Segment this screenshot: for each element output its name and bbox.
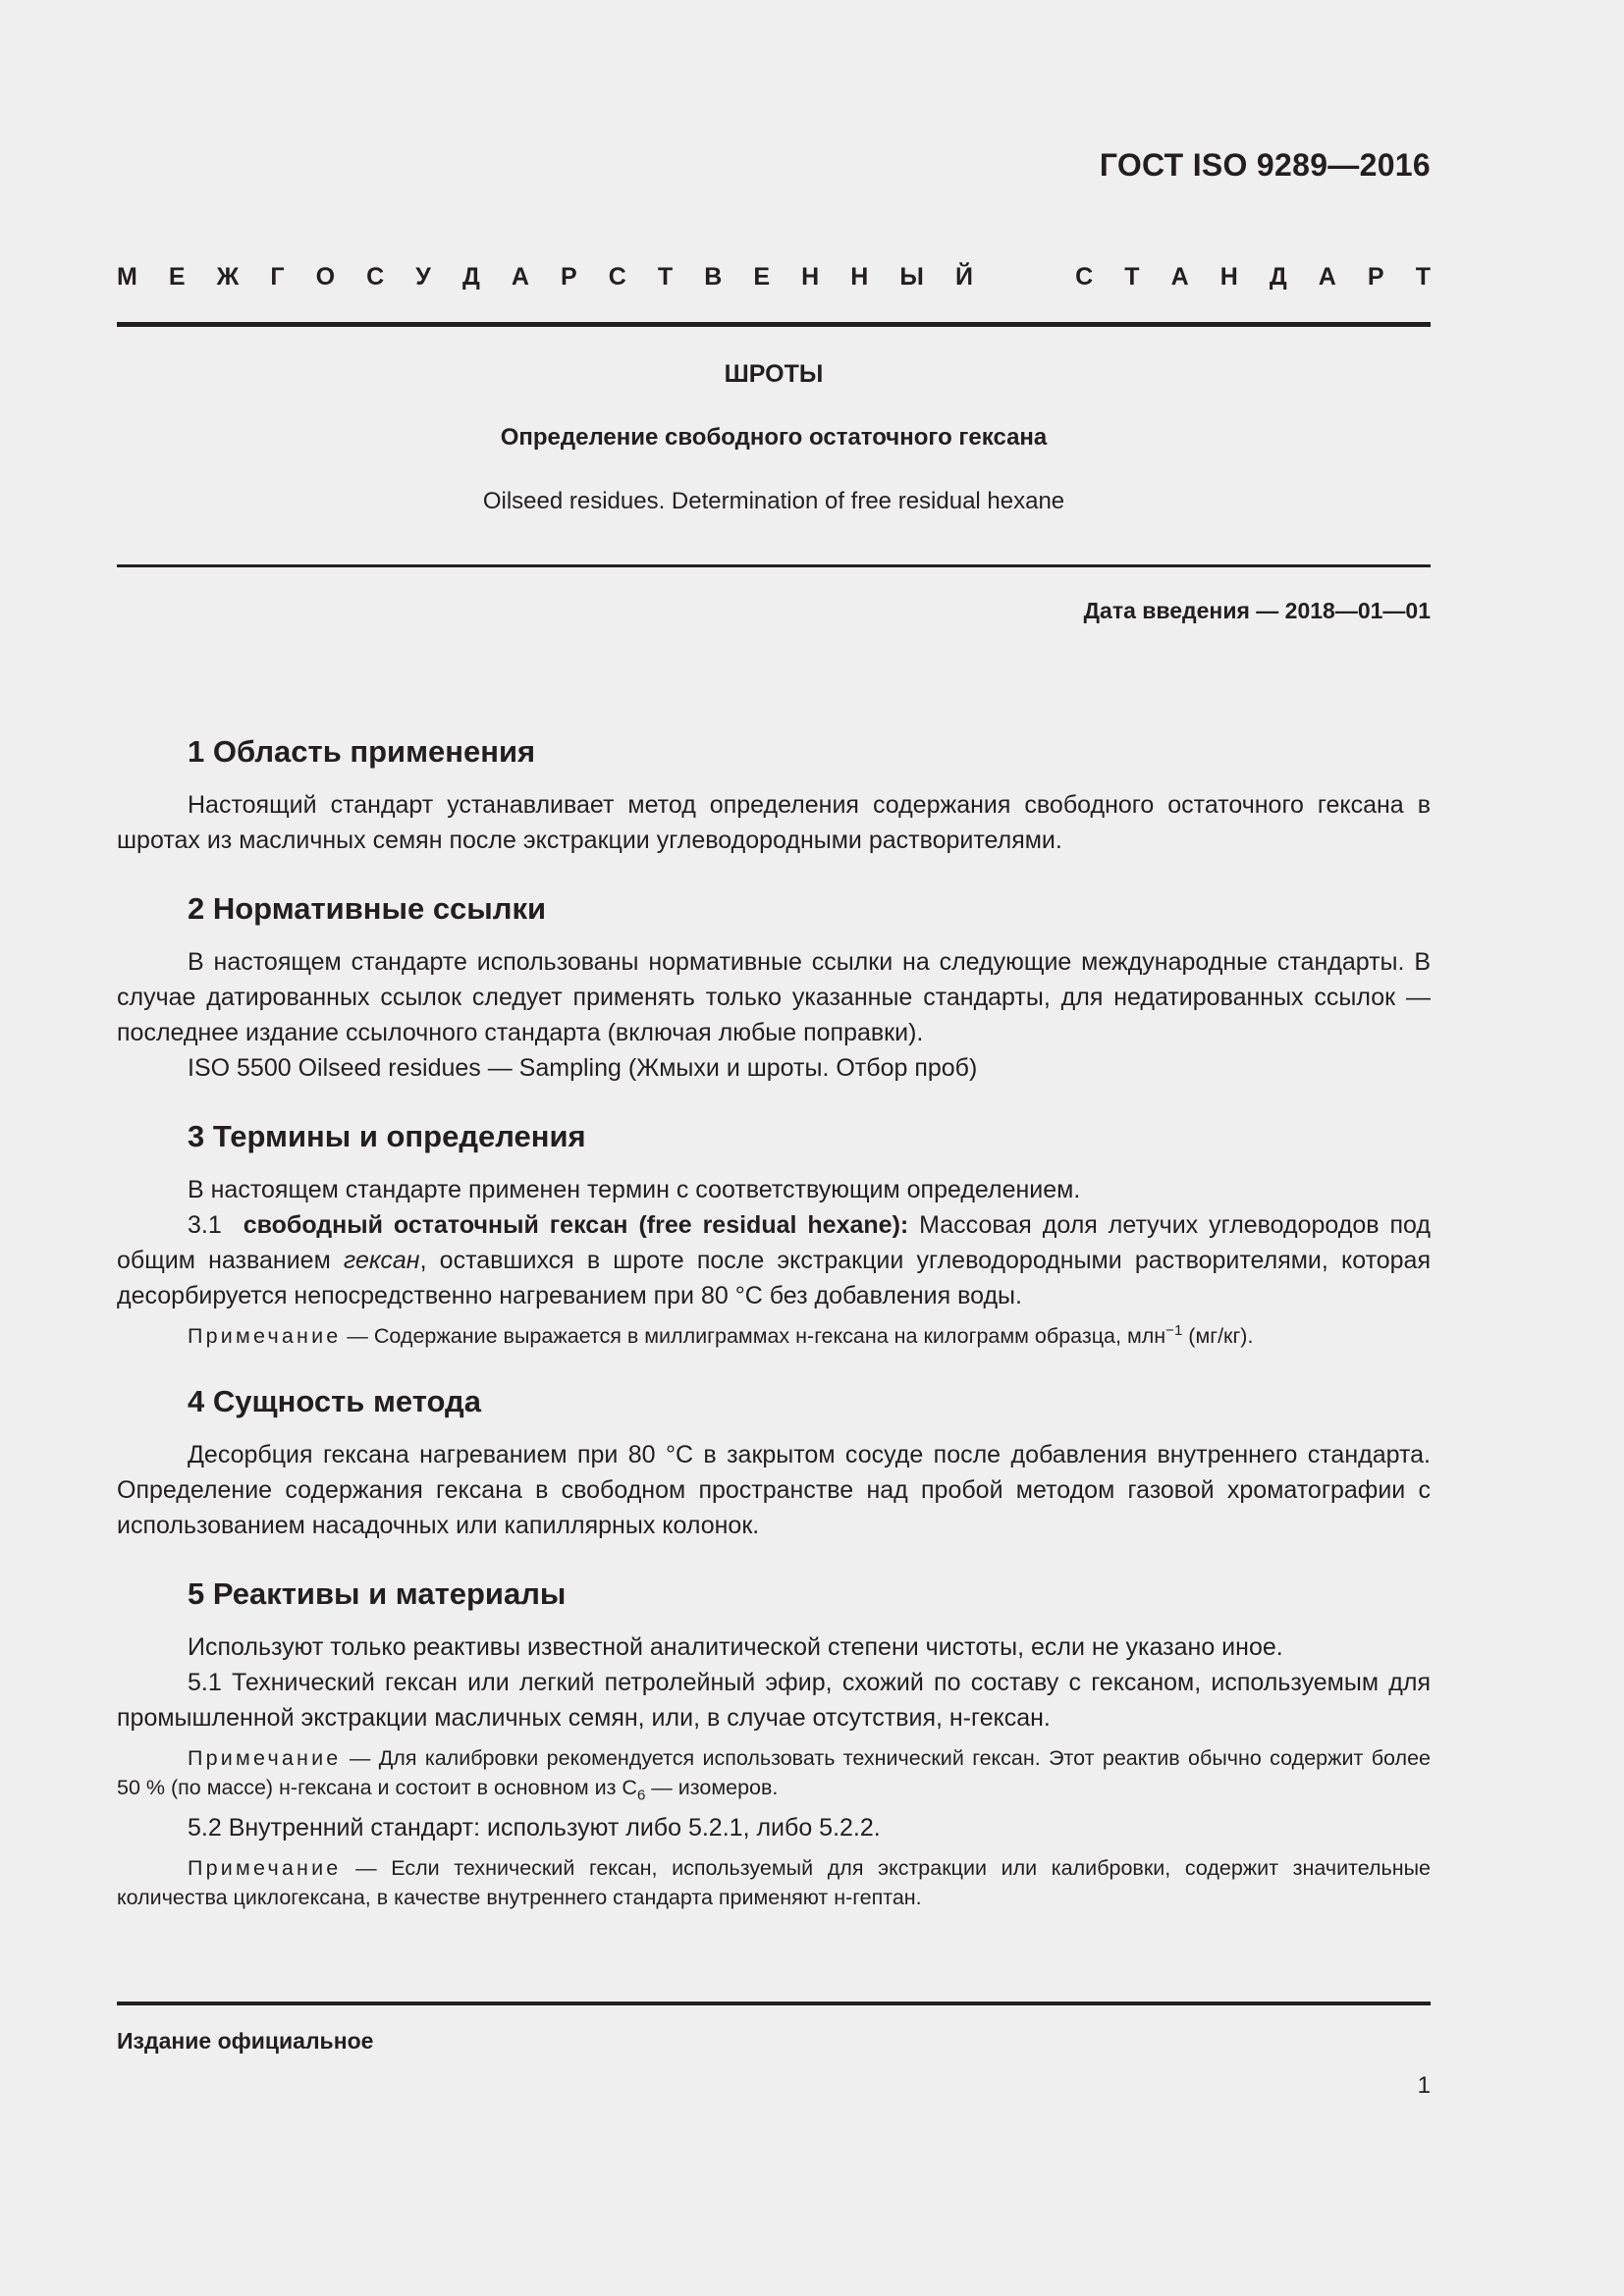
- standard-code: ГОСТ ISO 9289—2016: [1099, 147, 1431, 183]
- note-section-5-2: [117, 1853, 1431, 1912]
- page-number: 1: [1417, 2072, 1431, 2099]
- note-label: Примечание: [188, 1746, 342, 1770]
- note-section-3: [117, 1321, 1431, 1351]
- section-heading-2: 2 Нормативные ссылки: [188, 891, 547, 926]
- section-1-paragraph: Настоящий стандарт устанавливает метод определения содержания свободного остаточного гексана в шротах из масличных семян после экстракции углеводородными растворителями.: [117, 791, 1431, 854]
- banner-letter: В: [704, 263, 723, 291]
- banner-letter: Т: [1415, 263, 1431, 291]
- term-italic: гексан: [343, 1247, 420, 1274]
- document-title: ШРОТЫ: [724, 360, 824, 388]
- introduction-date: Дата введения — 2018—01—01: [1083, 598, 1431, 623]
- document-subtitle: Определение свободного остаточного гексана: [500, 424, 1048, 451]
- banner-letter: Т: [657, 263, 674, 291]
- section-heading-5: 5 Реактивы и материалы: [188, 1576, 567, 1611]
- note-text: — Для калибровки рекомендуется использовать технический гексан. Этот реактив обычно содержит более 50 % (по массе) н-гексана и состоит в основном из С: [117, 1746, 1431, 1799]
- banner-letter: Е: [753, 263, 771, 291]
- banner-letter: Р: [1367, 263, 1384, 291]
- banner-letter: А: [511, 263, 529, 291]
- section-5-2-paragraph: 5.2 Внутренний стандарт: используют либо 5.2.1, либо 5.2.2.: [188, 1814, 881, 1842]
- banner-letter: Д: [461, 263, 480, 291]
- document-body: [117, 730, 1431, 1912]
- banner-letter: С: [366, 263, 385, 291]
- term-definition: [117, 1207, 1431, 1313]
- section-2-reference: ISO 5500 Oilseed residues — Sampling (Жмыхи и шроты. Отбор проб): [188, 1054, 978, 1082]
- footer-rule: [117, 2002, 1431, 2005]
- banner-letter: Ж: [216, 263, 240, 291]
- banner-letter: Р: [560, 263, 577, 291]
- section-2-paragraph: В настоящем стандарте использованы нормативные ссылки на следующие международные стандарты. В случае датированных ссылок следует применять только указанные стандарты, для недатированных ссылок — последнее издание ссылочного стандарта (включая любые поправки).: [117, 948, 1431, 1046]
- banner-letter: Н: [1219, 263, 1238, 291]
- banner-letter: У: [415, 263, 431, 291]
- banner-letter: А: [1318, 263, 1336, 291]
- section-heading-3: 3 Термины и определения: [188, 1119, 586, 1153]
- section-5-paragraph: Используют только реактивы известной аналитической степени чистоты, если не указано иное.: [188, 1633, 1283, 1661]
- title-rule: [117, 564, 1431, 567]
- term-text-part1: Массовая доля летучих углеводородов под общим названием: [117, 1211, 1431, 1274]
- banner-letter: Ы: [899, 263, 924, 291]
- banner-word-gap: [1004, 263, 1044, 292]
- note-label: Примечание: [188, 1324, 342, 1348]
- section-heading-4: 4 Сущность метода: [188, 1384, 481, 1418]
- section-3-paragraph: В настоящем стандарте применен термин с соответствующим определением.: [188, 1176, 1081, 1203]
- banner-letter: С: [1075, 263, 1094, 291]
- banner-letter: М: [117, 263, 137, 291]
- note-text: — Если технический гексан, используемый для экстракции или калибровки, содержит значительные количества циклогексана, в качестве внутреннего стандарта применяют н-гептан.: [117, 1856, 1431, 1909]
- english-title: Oilseed residues. Determination of free residual hexane: [482, 488, 1065, 514]
- banner-letter: Н: [801, 263, 820, 291]
- note-tail: — изомеров.: [645, 1776, 779, 1799]
- note-text: — Содержание выражается в миллиграммах н-гексана на килограмм образца, млн: [341, 1324, 1166, 1348]
- term-text-part2: , оставшихся в шроте после экстракции углеводородными растворителями, которая десорбируется непосредственно нагреванием при 80 °С без добавления воды.: [117, 1247, 1431, 1309]
- note-subscript: 6: [636, 1787, 646, 1804]
- top-rule: [117, 322, 1431, 327]
- note-label: Примечание: [188, 1856, 342, 1880]
- banner-letter: Н: [850, 263, 869, 291]
- note-tail: (мг/кг).: [1182, 1324, 1254, 1348]
- interstate-standard-banner: [117, 263, 1431, 292]
- note-superscript: −1: [1165, 1321, 1183, 1339]
- banner-letter: А: [1170, 263, 1189, 291]
- banner-letter: Й: [954, 263, 973, 291]
- banner-letter: О: [315, 263, 336, 291]
- official-edition-label: Издание официальное: [117, 2028, 374, 2054]
- term-name: свободный остаточный гексан (free residual hexane):: [243, 1211, 909, 1239]
- section-heading-1: 1 Область применения: [188, 734, 536, 769]
- section-5-1-paragraph: 5.1 Технический гексан или легкий петролейный эфир, схожий по составу с гексаном, используемым для промышленной экстракции масличных семян, или, в случае отсутствия, н-гексан.: [117, 1669, 1431, 1732]
- banner-letter: С: [608, 263, 626, 291]
- banner-letter: Т: [1124, 263, 1140, 291]
- term-number: 3.1: [188, 1211, 222, 1239]
- banner-letter: Д: [1269, 263, 1287, 291]
- banner-letter: Е: [168, 263, 186, 291]
- banner-letter: Г: [270, 263, 285, 291]
- section-4-paragraph: Десорбция гексана нагреванием при 80 °С в закрытом сосуде после добавления внутреннего стандарта. Определение содержания гексана в свободном пространстве над пробой методом газовой хроматографии с использованием насадочных или капиллярных колонок.: [117, 1441, 1431, 1539]
- note-section-5-1: [117, 1743, 1431, 1802]
